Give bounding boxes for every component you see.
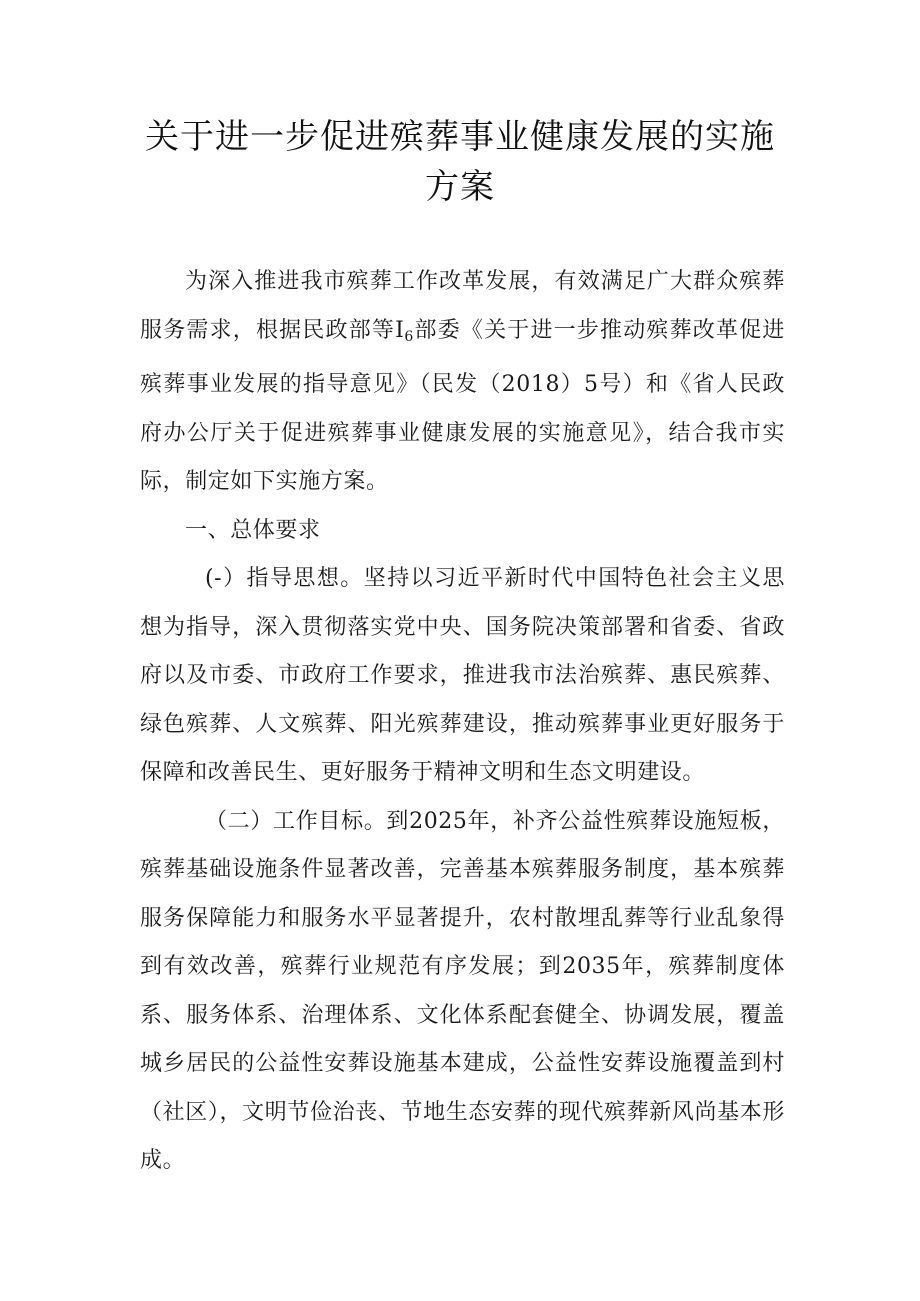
intro-paragraph [140,258,785,507]
paragraph-work-goals: （二）工作目标。到2025年，补齐公益性殡葬设施短板，殡葬基础设施条件显著改善，完善基本殡葬服务制度，基本殡葬服务保障能力和服务水平显著提升，农村散埋乱葬等行业乱象得到有效改善，殡葬行业规范有序发展；到2035年，殡葬制度体系、服务体系、治理体系、文化体系配套健全、协调发展，覆盖城乡居民的公益性安葬设施基本建成，公益性安葬设施覆盖到村（社区），文明节俭治丧、节地生态安葬的现代殡葬新风尚基本形成。 [140,808,785,1173]
document-body [140,258,785,1186]
intro-text-part1: 为深入推进我市殡葬工作改革发展，有效满足广大群众殡葬服务需求，根据民政部等I [140,269,785,343]
section-heading-general-requirements: 一、总体要求 [185,517,321,543]
intro-subscript: 6 [404,328,414,345]
intro-text-part2: 部委《关于进一步推动殡葬改革促进殡葬事业发展的指导意见》（民发（2018）5号）和《省人民政府办公厅关于促进殡葬事业健康发展的实施意见》，结合我市实际，制定如下实施方案。 [140,317,785,494]
paragraph-guiding-ideology: (-）指导思想。坚持以习近平新时代中国特色社会主义思想为指导，深入贯彻落实党中央、国务院决策部署和省委、省政府以及市委、市政府工作要求，推进我市法治殡葬、惠民殡葬、绿色殡葬、人文殡葬、阳光殡葬建设，推动殡葬事业更好服务于保障和改善民生、更好服务于精神文明和生态文明建设。 [140,566,785,785]
document-title-line2: 方案 [425,167,495,207]
document-title-line1: 关于进一步促进殡葬事业健康发展的实施 [145,117,775,157]
